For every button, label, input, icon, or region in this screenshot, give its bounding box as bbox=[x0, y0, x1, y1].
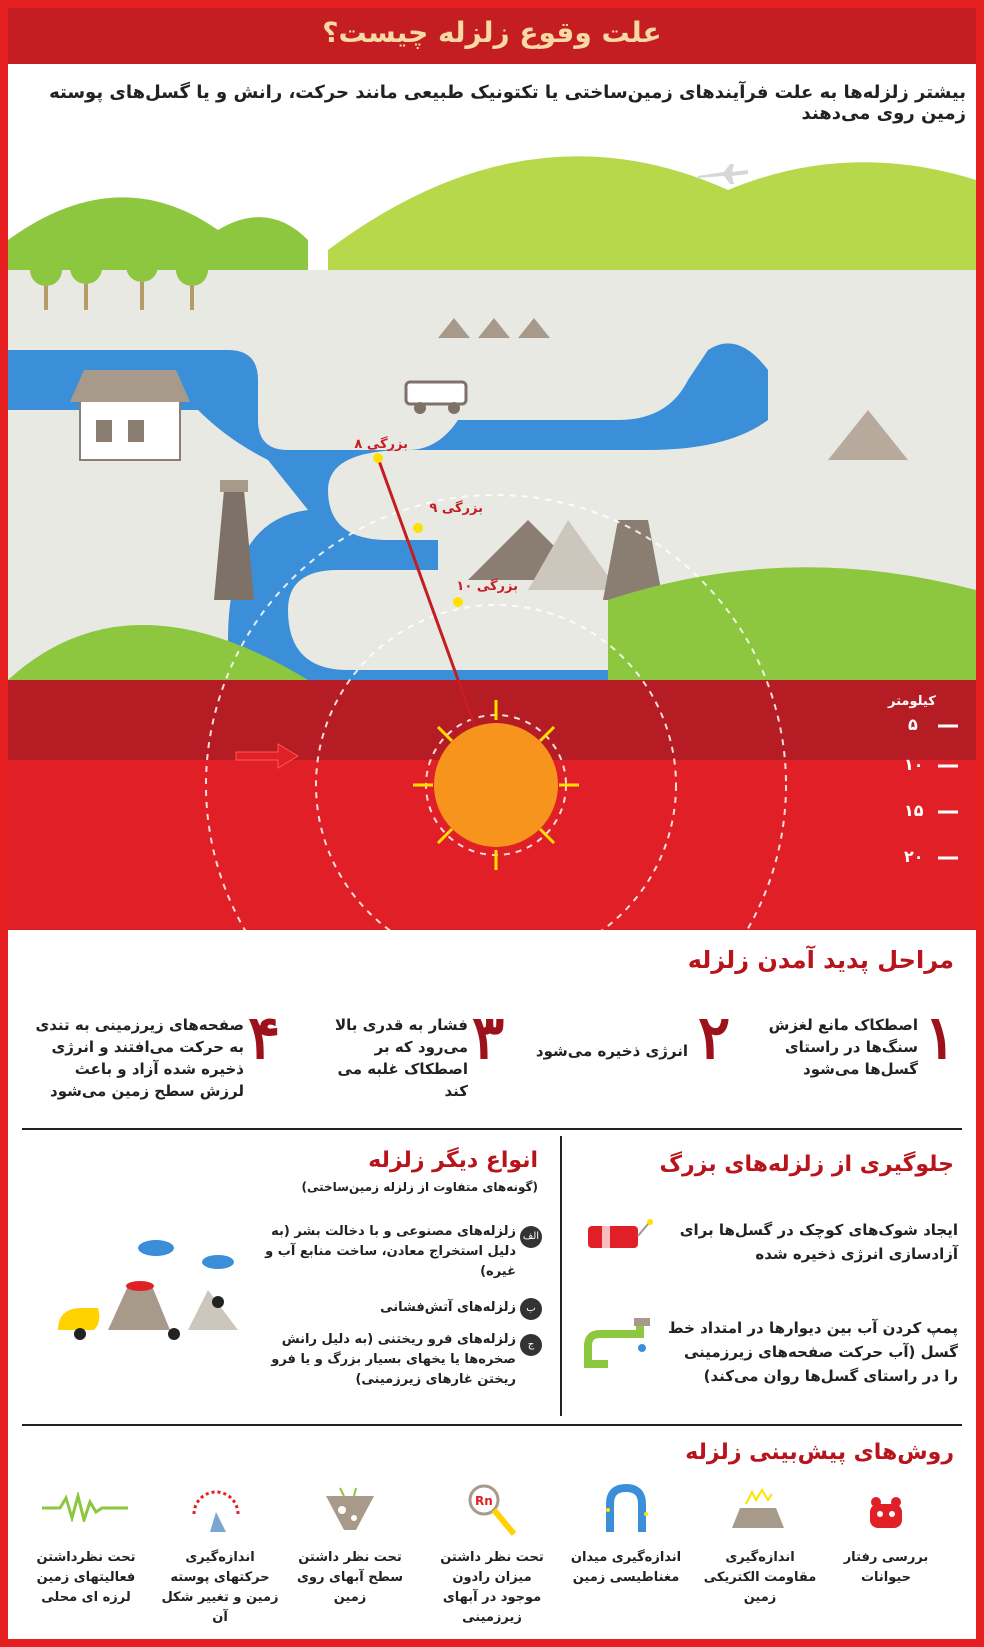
depth-tick-label: ۱۰ bbox=[904, 755, 924, 774]
method-label: بررسی رفتار حیوانات bbox=[843, 1550, 929, 1585]
magnitude-label: بزرگی ۹ bbox=[429, 501, 483, 516]
method-label: اندازه‌گیری مقاومت الکتریکی زمین bbox=[703, 1550, 817, 1605]
magnitude-point bbox=[373, 453, 383, 463]
divider-line bbox=[560, 1136, 562, 1416]
page-subtitle: بیشتر زلزله‌ها به علت فرآیندهای زمین‌ساختی یا تکتونیک طبیعی مانند حرکت، رانش و یا گسل‌های پوسته زمین روی می‌دهند bbox=[49, 82, 966, 124]
method-label: تحت نظر داشتن میزان رادون موجود در آبهای زیرزمینی bbox=[440, 1550, 544, 1625]
water-level-icon bbox=[320, 1486, 380, 1536]
prevention-heading: جلوگیری از زلزله‌های بزرگ bbox=[659, 1152, 954, 1177]
depth-unit-label: کیلومتر bbox=[888, 694, 936, 709]
seismograph-icon bbox=[40, 1492, 130, 1522]
magnitude-point bbox=[453, 597, 463, 607]
stage-number: ۳ bbox=[472, 1003, 505, 1073]
type-badge: ب bbox=[520, 1298, 542, 1320]
gauge-icon bbox=[186, 1484, 246, 1534]
depth-tick-label: ۱۵ bbox=[904, 801, 924, 820]
electric-resistance-icon bbox=[726, 1488, 790, 1532]
stage-text: فشار به قدری بالا می‌رود که بر اصطکاک غلبه می کند bbox=[334, 1016, 468, 1100]
type-badge: ج bbox=[520, 1334, 542, 1356]
depth-tick-label: ۵ bbox=[908, 715, 918, 734]
radon-icon bbox=[464, 1482, 524, 1538]
dynamite-icon bbox=[584, 1218, 654, 1254]
depth-tick-label: ۲۰ bbox=[904, 847, 924, 866]
epicenter-icon bbox=[434, 723, 558, 847]
page-title: علت وقوع زلزله چیست؟ bbox=[322, 16, 662, 49]
title-bar bbox=[8, 8, 976, 64]
animal-icon bbox=[864, 1492, 908, 1532]
hill-shape bbox=[328, 156, 976, 290]
magnitude-label: بزرگی ۱۰ bbox=[456, 579, 518, 594]
divider-line bbox=[22, 1128, 962, 1130]
type-text: زلزله‌های مصنوعی و با دخالت بشر (به دلیل استخراج معادن، ساخت منابع آب و غیره) bbox=[265, 1224, 516, 1279]
earthquake-scene-illustration bbox=[8, 120, 976, 930]
radon-symbol: Rn bbox=[475, 1494, 493, 1508]
other-types-illustration bbox=[48, 1230, 248, 1340]
magnitude-label: بزرگی ۸ bbox=[354, 437, 408, 452]
stage-text: انرژی ذخیره می‌شود bbox=[535, 1042, 688, 1060]
magnet-icon bbox=[600, 1484, 652, 1534]
other-types-subheading: (گونه‌های متفاوت از زلزله زمین‌ساختی) bbox=[301, 1180, 538, 1194]
water-pipe-icon bbox=[580, 1314, 654, 1374]
method-label: تحت نظر داشتن سطح آبهای روی زمین bbox=[296, 1550, 404, 1605]
stage-text: صفحه‌های زیرزمینی به تندی به حرکت می‌افتند و انرژی ذخیره شده آزاد و باعث لرزش سطح زمین می‌شود bbox=[35, 1016, 244, 1100]
magnitude-point bbox=[413, 523, 423, 533]
method-label: اندازه‌گیری حرکتهای پوسته زمین و تغییر شکل آن bbox=[161, 1550, 279, 1625]
stage-number: ۴ bbox=[248, 1003, 281, 1073]
stage-number: ۱ bbox=[924, 1003, 957, 1073]
type-text: زلزله‌های آتش‌فشانی bbox=[380, 1300, 516, 1315]
prevention-text: ایجاد شوک‌های کوچک در گسل‌ها برای آزادسازی انرژی ذخیره شده bbox=[679, 1221, 958, 1263]
divider-line bbox=[22, 1424, 962, 1426]
type-badge: الف bbox=[520, 1226, 542, 1248]
method-label: تحت نظرداشتن فعالیتهای زمین لرزه ای محلی bbox=[36, 1550, 136, 1605]
stage-text: اصطکاک مانع لغزش سنگ‌ها در راستای گسل‌ها می‌شود bbox=[768, 1016, 918, 1078]
prevention-text: پمپ کردن آب بین دیوارها در امتداد خط گسل (آب حرکت صفحه‌های زیرزمینی را در راستای گسل‌ها روان می‌کند) bbox=[668, 1319, 958, 1385]
stages-heading: مراحل پدید آمدن زلزله bbox=[687, 946, 954, 974]
method-label: اندازه‌گیری میدان مغناطیسی زمین bbox=[570, 1550, 682, 1585]
tent-icon bbox=[438, 318, 550, 338]
prediction-heading: روش‌های پیش‌بینی زلزله bbox=[685, 1440, 954, 1465]
other-types-heading: انواع دیگر زلزله bbox=[368, 1148, 538, 1173]
stage-number: ۲ bbox=[698, 1003, 731, 1073]
house-icon bbox=[70, 370, 190, 460]
type-text: زلزله‌های فرو ریختنی (به دلیل رانش صخره‌ها یا یخهای بسیار بزرگ و یا فرو ریختن غارهای زیرزمینی) bbox=[271, 1332, 516, 1387]
